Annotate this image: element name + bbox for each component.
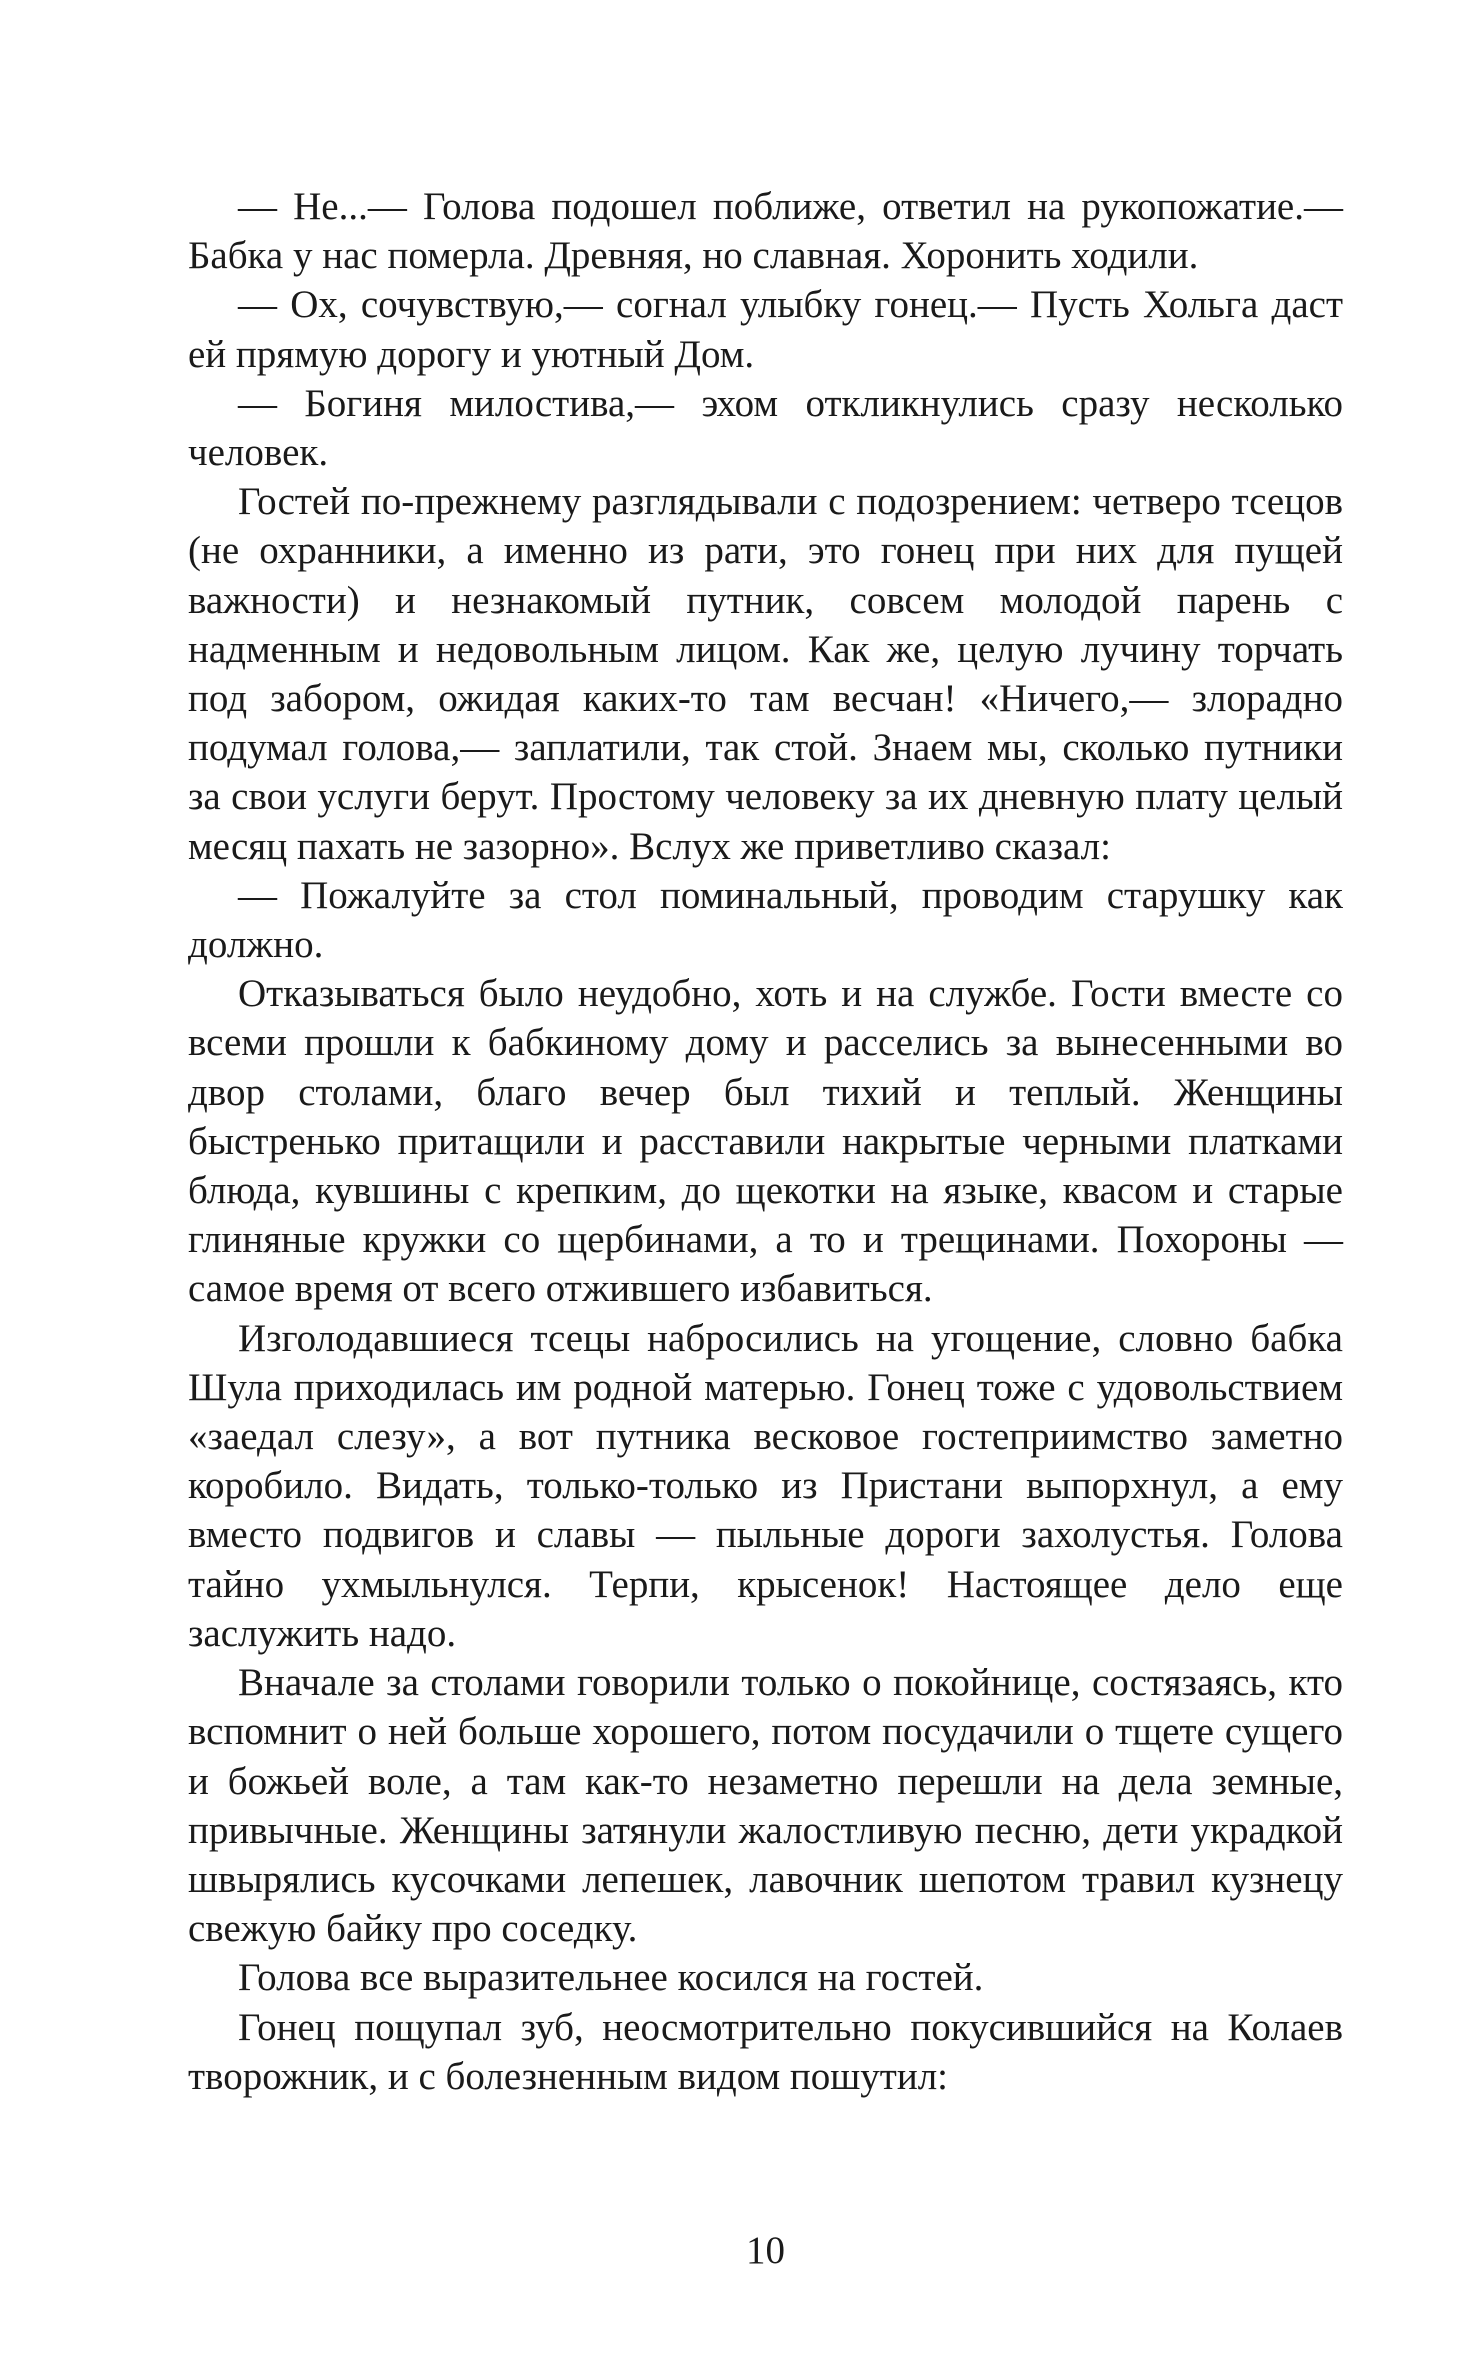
paragraph: Изголодавшиеся тсецы набросились на угощение, словно бабка Шула приходилась им родной матерью. Гонец тоже с удовольствием «заедал слезу», а вот путника весковое гостеприимство заметно коробило. Видать, только-только из Пристани выпорхнул, а ему вместо подвигов и славы — пыльные дороги захолустья. Голова тайно ухмыльнулся. Терпи, крысенок! Настоящее дело еще заслужить надо. bbox=[188, 1316, 1343, 1655]
paragraph: Вначале за столами говорили только о покойнице, состязаясь, кто вспомнит о ней больше хорошего, потом посудачили о тщете сущего и божьей воле, а там как-то незаметно перешли на дела земные, привычные. Женщины затянули жалостливую песню, дети украдкой швырялись кусочками лепешек, лавочник шепотом травил кузнецу свежую байку про соседку. bbox=[188, 1661, 1343, 1951]
paragraph: — Пожалуйте за стол поминальный, проводим старушку как должно. bbox=[188, 873, 1343, 967]
paragraph: Гостей по-прежнему разглядывали с подозрением: четверо тсецов (не охранники, а именно из рати, это гонец при них для пущей важности) и незнакомый путник, совсем молодой парень с надменным и недовольным лицом. Как же, целую лучину торчать под забором, ожидая каких-то там весчан! «Ничего,— злорадно подумал голова,— заплатили, так стой. Знаем мы, сколько путники за свои услуги берут. Простому человеку за их дневную плату целый месяц пахать не зазорно». Вслух же приветливо сказал: bbox=[188, 480, 1343, 868]
paragraph: Голова все выразительнее косился на гостей. bbox=[238, 1956, 984, 2000]
paragraph: — Богиня милостива,— эхом откликнулись сразу несколько человек. bbox=[188, 381, 1343, 475]
paragraph: — Не...— Голова подошел поближе, ответил на рукопожатие.— Бабка у нас померла. Древняя, но славная. Хоронить ходили. bbox=[188, 185, 1343, 278]
page-number: 10 bbox=[746, 2229, 785, 2272]
paragraph: — Ох, сочувствую,— согнал улыбку гонец.— Пусть Хольга даст ей прямую дорогу и уютный Дом. bbox=[188, 283, 1343, 376]
body-text bbox=[188, 182, 1343, 2101]
paragraph: Гонец пощупал зуб, неосмотрительно покусившийся на Колаев творожник, и с болезненным видом пошутил: bbox=[188, 2005, 1343, 2098]
paragraph: Отказываться было неудобно, хоть и на службе. Гости вместе со всеми прошли к бабкиному дому и расселись за вынесенными во двор столами, благо вечер был тихий и теплый. Женщины быстренько притащили и расставили накрытые черными платками блюда, кувшины с крепким, до щекотки на языке, квасом и старые глиняные кружки со щербинами, а то и трещинами. Похороны — самое время от всего отжившего избавиться. bbox=[188, 972, 1343, 1311]
book-page bbox=[188, 182, 1343, 2342]
